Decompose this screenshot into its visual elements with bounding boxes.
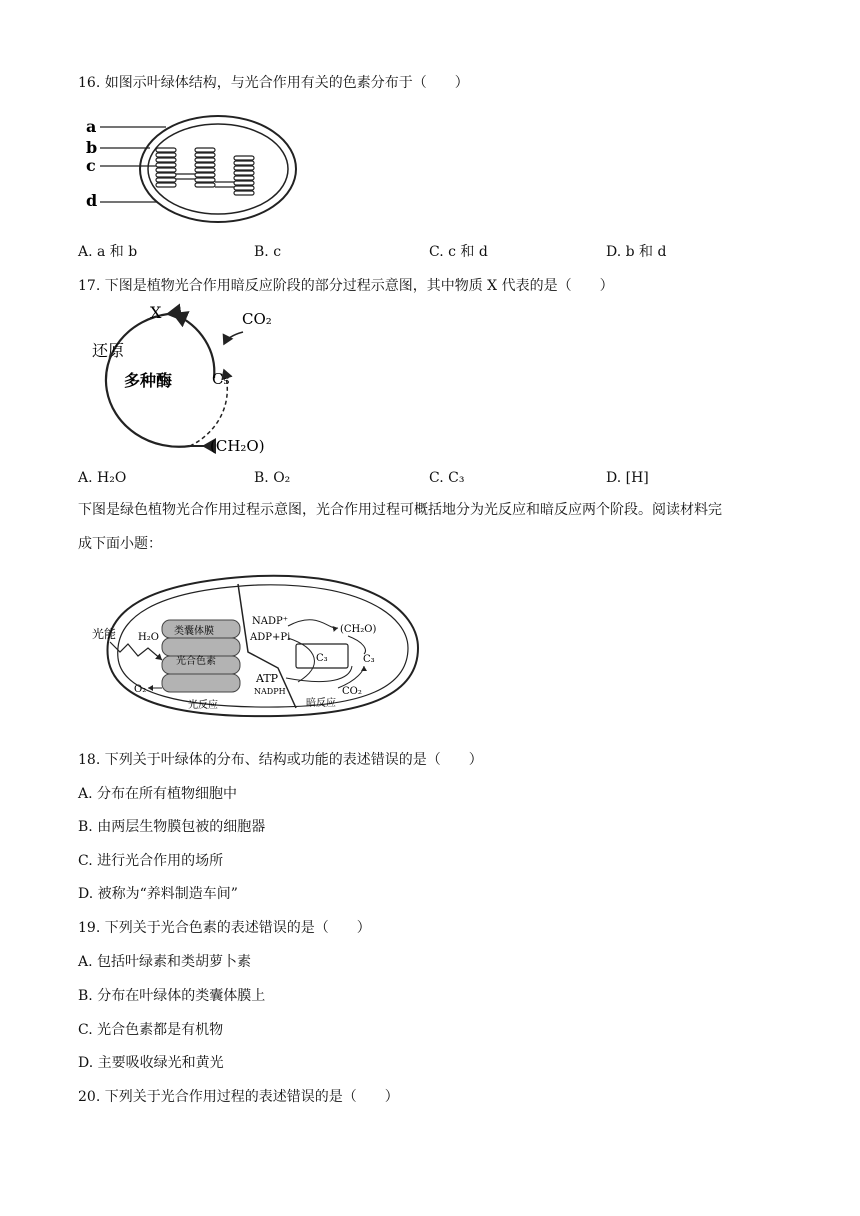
photosynthesis-diagram: [88, 570, 438, 722]
c5-label: C₅: [212, 370, 230, 388]
enzymes-label: 多种酶: [124, 371, 173, 390]
ch2o-label: (CH₂O): [340, 624, 377, 635]
dark-reaction-label: 暗反应: [306, 698, 336, 709]
c3-box-label: C₃: [316, 653, 328, 664]
h2o-label: H₂O: [138, 632, 159, 643]
c3-label: C₃: [363, 654, 375, 665]
q17-option-c: C. C₃: [429, 470, 465, 486]
atp-label: ATP: [256, 672, 279, 685]
light-energy-label: 光能: [92, 627, 117, 641]
q16-option-b: B. c: [254, 244, 282, 260]
q19-option-b: B. 分布在叶绿体的类囊体膜上: [78, 988, 266, 1004]
label-c: c: [86, 156, 96, 175]
q17-option-d: D. [H]: [606, 470, 649, 486]
ch2o-label: (CH₂O): [210, 437, 265, 455]
q17-stem: 17. 下图是植物光合作用暗反应阶段的部分过程示意图，其中物质 X 代表的是（ ）: [78, 278, 614, 294]
reduce-label: 还原: [92, 341, 125, 360]
q18-stem: 18. 下列关于叶绿体的分布、结构或功能的表述错误的是（ ）: [78, 752, 483, 768]
light-reaction-label: 光反应: [188, 700, 218, 711]
q18-option-c: C. 进行光合作用的场所: [78, 853, 224, 869]
q17-option-b: B. O₂: [254, 470, 291, 486]
co2-label: CO₂: [342, 686, 362, 697]
label-a: a: [86, 117, 97, 136]
q19-option-a: A. 包括叶绿素和类胡萝卜素: [78, 954, 252, 970]
q16-stem: 16. 如图示叶绿体结构，与光合作用有关的色素分布于（ ）: [78, 75, 469, 91]
nadph-label: NADPH: [254, 687, 286, 696]
q19-option-c: C. 光合色素都是有机物: [78, 1022, 224, 1038]
co2-label: CO₂: [242, 310, 272, 328]
q18-option-b: B. 由两层生物膜包被的细胞器: [78, 819, 266, 835]
q16-option-c: C. c 和 d: [429, 244, 488, 260]
dark-reaction-cycle-diagram: [78, 300, 288, 460]
q18-option-d: D. 被称为“养料制造车间”: [78, 886, 238, 902]
grana: [156, 148, 254, 195]
nadp-label: NADP⁺: [252, 616, 288, 627]
q17-option-a: A. H₂O: [78, 470, 127, 486]
q19-stem: 19. 下列关于光合色素的表述错误的是（ ）: [78, 920, 371, 936]
o2-label: O₂: [134, 684, 147, 695]
x-label: X: [150, 303, 162, 322]
q16-option-a: A. a 和 b: [78, 244, 138, 260]
intro-line-2: 成下面小题：: [78, 536, 162, 552]
thylakoid-label: 类囊体膜: [174, 626, 214, 637]
q20-stem: 20. 下列关于光合作用过程的表述错误的是（ ）: [78, 1089, 399, 1105]
adp-label: ADP+Pi: [250, 632, 291, 643]
label-b: b: [86, 138, 98, 157]
pigment-label: 光合色素: [176, 656, 216, 667]
q19-option-d: D. 主要吸收绿光和黄光: [78, 1055, 224, 1071]
q16-option-d: D. b 和 d: [606, 244, 667, 260]
chloroplast-structure-diagram: [78, 106, 300, 224]
intro-line-1: 下图是绿色植物光合作用过程示意图，光合作用过程可概括地分为光反应和暗反应两个阶段。阅读材料完: [78, 502, 722, 518]
label-d: d: [86, 191, 98, 210]
q18-option-a: A. 分布在所有植物细胞中: [78, 786, 238, 802]
